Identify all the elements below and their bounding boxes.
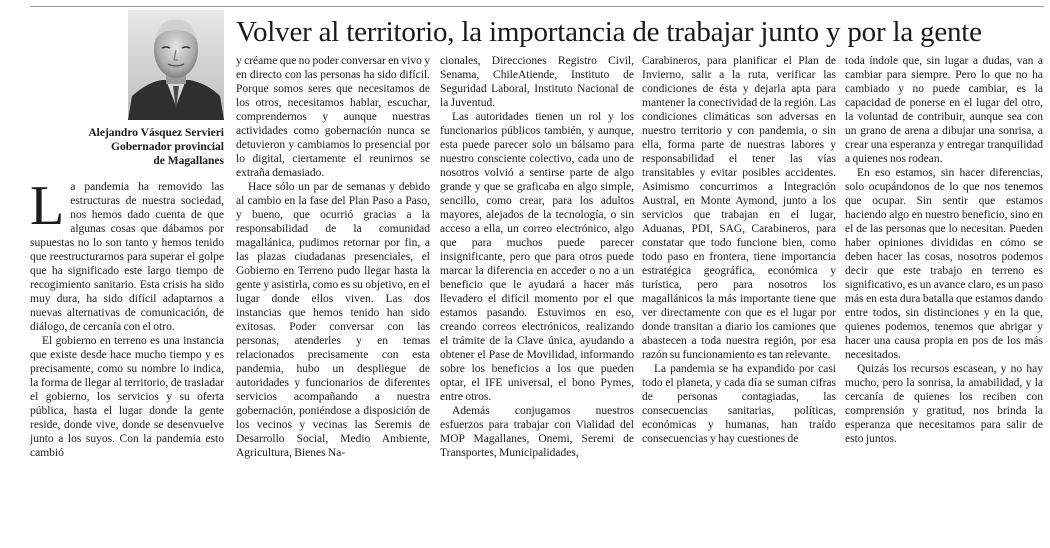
column-1 (30, 180, 224, 520)
top-rule (30, 6, 1044, 7)
author-byline (12, 126, 224, 168)
author-region: de Magallanes (153, 155, 224, 167)
paragraph: y créame que no poder conversar en vivo y en directo con las personas ha sido difícil. Porque somos seres que necesitamos de los otros, necesitamos hablar, escuchar, comprendernos y aunque nuestras actividades como gobernación nunca se detuvieron y cambiamos lo presencial por lo digital, ciertamente el reunirnos se extraña demasiado. (236, 55, 430, 179)
column-4 (642, 54, 836, 534)
paragraph: Hace sólo un par de semanas y debido al cambio en la fase del Plan Paso a Paso, y bueno, que ocurrió gracias a la responsabilidad de la comunidad magallánica, pudimos retornar por fin, a las plazas ciudadanas presenciales, el Gobierno en Terreno pudo llegar hasta la gente y asistirla, como es su objetivo, en el lugar donde ellos viven. Las dos instancias que hemos tenido han sido exitosas. Poder conversar con las personas, atenderles y en temas relacionados precisamente con esta pandemia, hubo un despliegue de autoridades y funcionarios de diferentes servicios acompañando a nuestra gobernación, poniéndose a disposición de los vecinos y vecinas las Seremis de Desarrollo Social, Medio Ambiente, Agricultura, Bienes Na- (236, 181, 430, 459)
author-name: Alejandro Vásquez Servieri (88, 127, 224, 139)
paragraph: El gobierno en terreno es una instancia que existe desde hace mucho tiempo y es precisamente, como su nombre lo indica, la forma de llegar al territorio, de trasladar el gobierno, los servicios y su oferta pública, hasta el lugar donde la gente reside, donde vive, donde se desenvuelve junto a los suyos. Con la pandemia esto cambió (30, 335, 224, 459)
paragraph: toda índole que, sin lugar a dudas, van a cambiar para siempre. Pero lo que no ha cambiado y no puede cambiar, es la capacidad de ponerse en el lugar del otro, la voluntad de contribuir, aunque sea con un grano de arena a dibujar una sonrisa, a crear una esperanza y entregar tranquilidad a quienes nos rodean. (845, 55, 1043, 165)
dropcap: L (30, 180, 65, 237)
column-3 (440, 54, 634, 534)
column-2 (236, 54, 430, 534)
paragraph: Además conjugamos nuestros esfuerzos para trabajar con Vialidad del MOP Magallanes, Onemi, Seremi de Transportes, Municipalidades, (440, 405, 634, 459)
paragraph: a pandemia ha removido las estructuras de nuestra sociedad, nos hemos dado cuenta de que algunas cosas que dábamos por supuestas no lo son tanto y hemos tenido que reestructurarnos para superar el golpe que ha significado este largo tiempo de recogimiento sanitario. Esta crisis ha sido muy dura, ha sido difícil adaptarnos a nuevas alternativas de comunicación, de diálogo, de cercanía con el otro. (30, 181, 224, 333)
headline: Volver al territorio, la importancia de trabajar junto y por la gente (236, 16, 982, 48)
paragraph: En eso estamos, sin hacer diferencias, solo ocupándonos de lo que nos tenemos que ocupar. Sin sentir que estamos haciendo algo en nuestro beneficio, sino en el de las personas que lo necesitan. Pueden haber opiniones divididas en cómo se deben hacer las cosas, nosotros podemos decir que este trabajo en terreno es significativo, es un avance claro, es un paso más en esta dura batalla que estamos dando entre todos, sin distinciones y en la que, quienes podemos, tenemos que abrigar y hacer una causa propia en pos de los más necesitados. (845, 167, 1043, 361)
author-role: Gobernador provincial (111, 141, 224, 153)
author-photo (128, 10, 224, 120)
column-5 (845, 54, 1043, 534)
paragraph: Las autoridades tienen un rol y los funcionarios públicos también, y aunque, esta puede parecer solo un bálsamo para nuestro consciente colectivo, cada uno de nosotros volvió a sentirse parte de algo grande y que se graficaba en algo simple, sencillo, como crear, para los adultos mayores, alejados de la tecnología, o sin acceso a ella, un correo electrónico, algo que para muchos puede parecer insignificante, pero que para otros puede marcar la diferencia en acceder o no a un beneficio que le ayudará a hacer más llevadero el difícil momento por el que estamos pasando. Estuvimos en eso, creando correos electrónicos, realizando el trámite de la Clave única, ayudando a obtener el Pase de Movilidad, informando sobre los beneficios a los que pueden optar, el IFE universal, el bono Pymes, entre otros. (440, 111, 634, 403)
paragraph: Carabineros, para planificar el Plan de Invierno, salir a la ruta, verificar las condiciones de ésta y dejarla apta para mantener la conectividad de la región. Las condiciones climáticas son adversas en nuestro territorio y con pandemia, o sin ella, forma parte de nuestras labores y responsabilidad el tener las vías transitables y evitar posibles accidentes. Asimismo concurrimos a Integración Austral, en Monte Aymond, junto a los servicios que trabajan en el lugar, Aduanas, PDI, SAG, Carabineros, para constatar que todo funcione bien, como todo paso en frontera, tiene importancia estratégica geográfica, económica y turística, pero para nosotros los magallánicos la más importante tiene que ver directamente con que es el lugar por donde transitan a diario los camiones que abastecen a toda nuestra región, por esa razón su funcionamiento es tan relevante. (642, 55, 836, 361)
paragraph: cionales, Direcciones Registro Civil, Senama, ChileAtiende, Instituto de Seguridad Laboral, Instituto Nacional de la Juventud. (440, 55, 634, 109)
paragraph: La pandemia se ha expandido por casi todo el planeta, y cada día se suman cifras de personas contagiadas, las consecuencias sanitarias, políticas, económicas y humanas, han traído consecuencias y hay cuestiones de (642, 363, 836, 445)
paragraph: Quizás los recursos escasean, y no hay mucho, pero la sonrisa, la amabilidad, y la cercanía de quienes los reciben con comprensión y gratitud, nos brinda la esperanza que necesitamos para salir de esto juntos. (845, 363, 1043, 445)
